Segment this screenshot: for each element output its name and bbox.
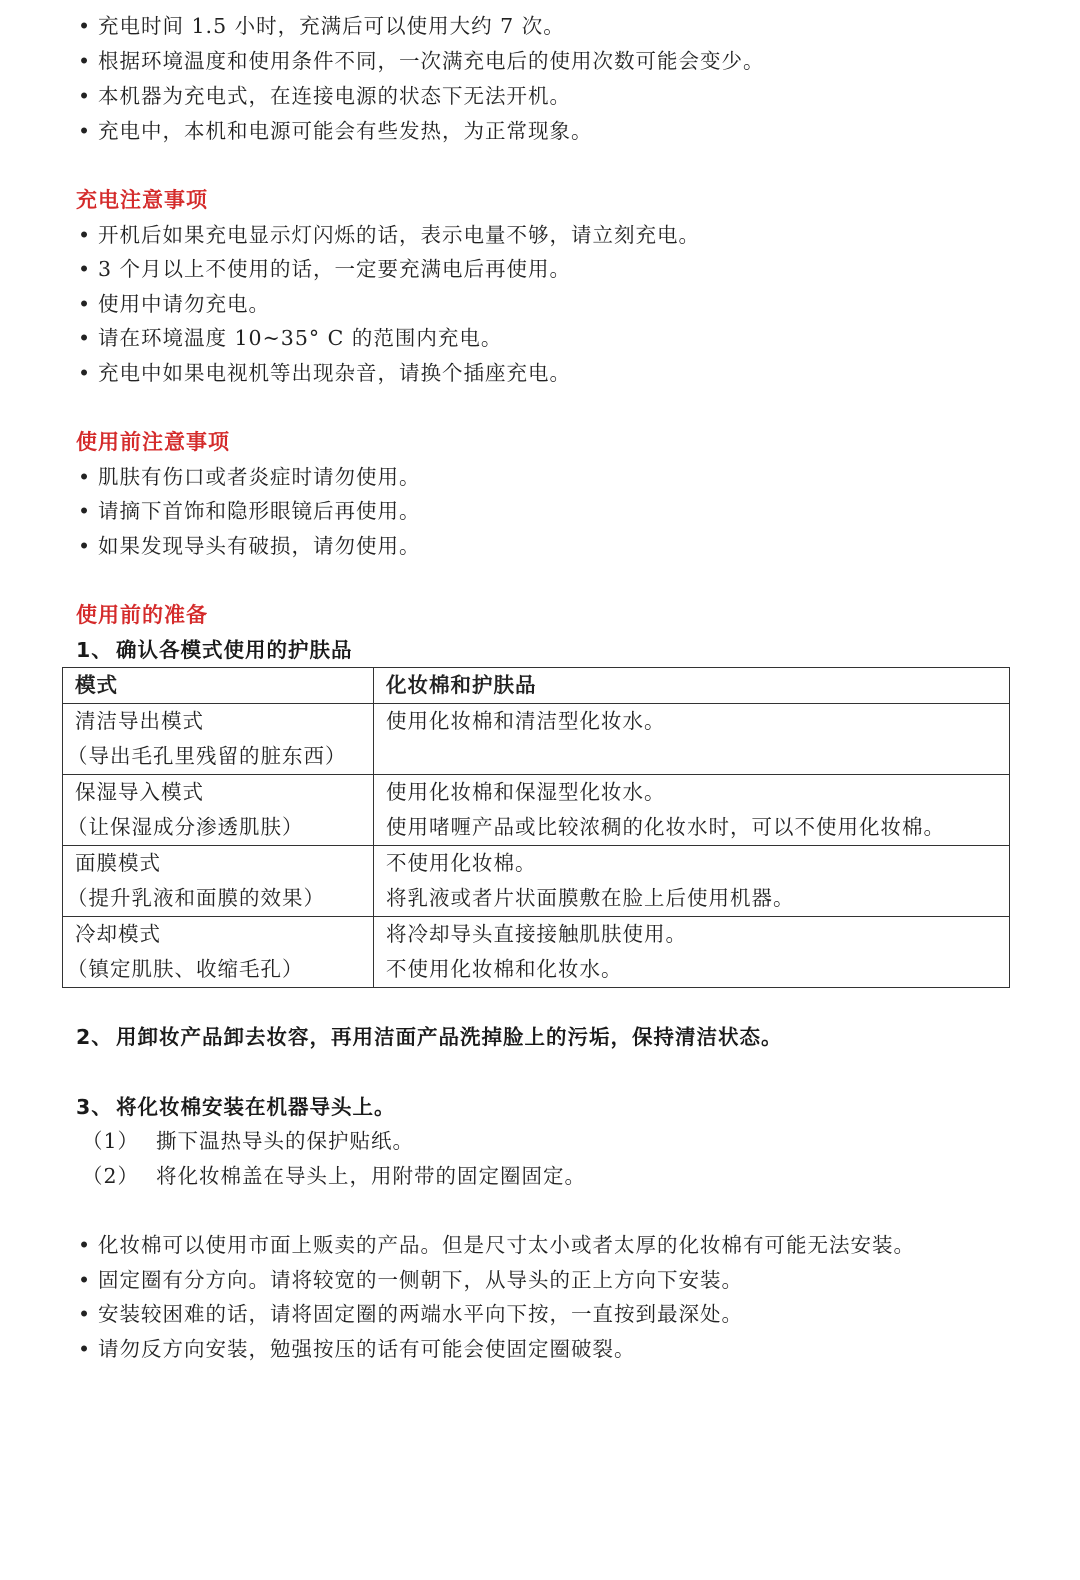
table-row [63,846,1010,917]
intro-item: • 根据环境温度和使用条件不同，一次满充电后的使用次数可能会变少。 [78,47,765,75]
table-cell-mode [63,917,374,988]
step-3-text: 将化妆棉安装在机器导头上。 [116,1095,396,1119]
table-cell-products [374,917,1010,988]
install-note: • 化妆棉可以使用市面上贩卖的产品。但是尺寸太小或者太厚的化妆棉有可能无法安装。 [78,1231,915,1259]
step-3 [76,1093,396,1121]
charging-item: • 充电中如果电视机等出现杂音，请换个插座充电。 [78,359,571,387]
mode-name: 清洁导出模式 [75,709,204,733]
mode-description: （导出毛孔里残留的脏东西） [67,744,347,768]
mode-name: 保湿导入模式 [75,780,204,804]
charging-section-title: 充电注意事项 [76,188,208,212]
mode-table [62,667,1010,988]
table-row [63,917,1010,988]
table-header-row [63,668,1010,704]
step-1-text: 确认各模式使用的护肤品 [116,638,353,662]
table-header-mode: 模式 [63,668,374,704]
table-cell-mode [63,775,374,846]
sub-step-text: 撕下温热导头的保护贴纸。 [156,1129,414,1153]
products-line: 使用啫喱产品或比较浓稠的化妆水时，可以不使用化妆棉。 [386,815,945,839]
sub-step-index: （1） [82,1129,140,1153]
before-use-item: • 请摘下首饰和隐形眼镜后再使用。 [78,497,421,525]
products-line: 使用化妆棉和清洁型化妆水。 [386,709,666,733]
table-cell-mode [63,704,374,775]
before-use-section-title: 使用前注意事项 [76,430,230,454]
table-header-products: 化妆棉和护肤品 [374,668,1010,704]
intro-item: • 充电时间 1.5 小时，充满后可以使用大约 7 次。 [78,12,565,40]
sub-step [82,1162,586,1190]
intro-item: • 充电中，本机和电源可能会有些发热，为正常现象。 [78,117,593,145]
preparation-section-title: 使用前的准备 [76,603,208,627]
products-line: 将冷却导头直接接触肌肤使用。 [386,922,687,946]
products-line: 不使用化妆棉。 [386,851,537,875]
sub-step-index: （2） [82,1164,140,1188]
table-row [63,775,1010,846]
install-note: • 请勿反方向安装，勉强按压的话有可能会使固定圈破裂。 [78,1335,636,1363]
step-1 [76,636,353,664]
products-line: 不使用化妆棉和化妆水。 [386,957,623,981]
sub-step-text: 将化妆棉盖在导头上，用附带的固定圈固定。 [156,1164,586,1188]
table-cell-mode [63,846,374,917]
table-cell-products [374,704,1010,775]
charging-item: • 使用中请勿充电。 [78,290,270,318]
mode-description: （提升乳液和面膜的效果） [67,886,325,910]
table-cell-products [374,846,1010,917]
step-3-number: 3、 [76,1095,113,1119]
step-1-number: 1、 [76,638,113,662]
mode-name: 面膜模式 [75,851,161,875]
step-2-number: 2、 [76,1025,113,1049]
step-2 [76,1023,783,1051]
before-use-item: • 如果发现导头有破损，请勿使用。 [78,532,421,560]
mode-description: （镇定肌肤、收缩毛孔） [67,957,304,981]
mode-description: （让保湿成分渗透肌肤） [67,815,304,839]
charging-item: • 开机后如果充电显示灯闪烁的话，表示电量不够，请立刻充电。 [78,221,700,249]
table-cell-products [374,775,1010,846]
products-line: 将乳液或者片状面膜敷在脸上后使用机器。 [386,886,795,910]
sub-step [82,1127,414,1155]
before-use-item: • 肌肤有伤口或者炎症时请勿使用。 [78,463,421,491]
install-note: • 固定圈有分方向。请将较宽的一侧朝下，从导头的正上方向下安装。 [78,1266,743,1294]
products-line: 使用化妆棉和保湿型化妆水。 [386,780,666,804]
mode-name: 冷却模式 [75,922,161,946]
step-2-text: 用卸妆产品卸去妆容，再用洁面产品洗掉脸上的污垢，保持清洁状态。 [116,1025,783,1049]
charging-item: • 请在环境温度 10~35° C 的范围内充电。 [78,324,502,352]
charging-item: • 3 个月以上不使用的话，一定要充满电后再使用。 [78,255,571,283]
install-note: • 安装较困难的话，请将固定圈的两端水平向下按，一直按到最深处。 [78,1300,743,1328]
table-row [63,704,1010,775]
intro-item: • 本机器为充电式，在连接电源的状态下无法开机。 [78,82,571,110]
